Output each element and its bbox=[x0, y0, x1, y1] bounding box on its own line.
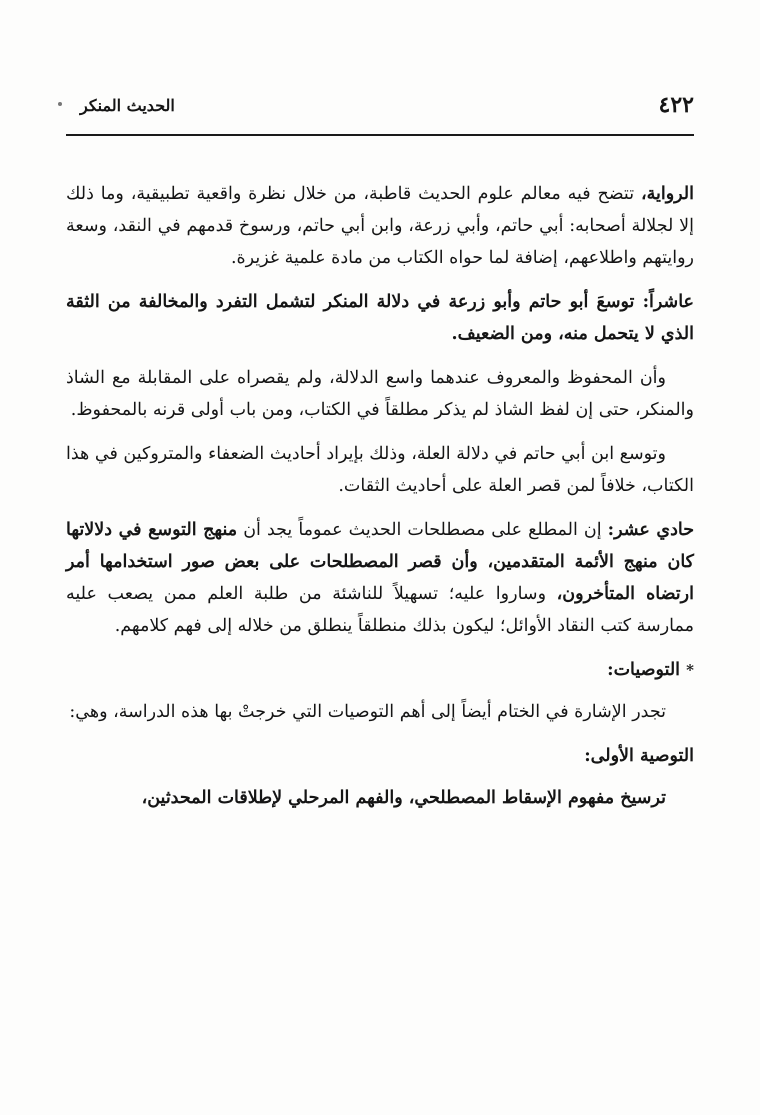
page-body bbox=[66, 178, 694, 826]
running-title: الحديث المنكر bbox=[80, 96, 175, 115]
header-rule bbox=[66, 134, 694, 136]
asterisk-icon: * bbox=[686, 661, 694, 679]
paragraph-text: تتضح فيه معالم علوم الحديث قاطبة، من خلال نظرة واقعية تطبيقية، وما ذلك إلا لجلالة أصحابه: أبي حاتم، وأبي زرعة، وابن أبي حاتم، ورسوخ قدمهم في النقد، وسعة روايتهم واطلاعهم، إضافة لما حواه الكتاب من مادة علمية غزيرة. bbox=[66, 184, 694, 268]
paragraph-bold-text: منهج التوسع في دلالاتها كان منهج الأئمة المتقدمين، وأن قصر المصطلحات على بعض صور استخدامها أمر ارتضاه المتأخرون، bbox=[66, 520, 694, 604]
page-header bbox=[66, 92, 694, 128]
heading-text: التوصيات: bbox=[607, 660, 687, 680]
paragraph-eleventh-finding bbox=[66, 514, 694, 642]
paragraph-text: وساروا عليه؛ تسهيلاً للناشئة من طلبة العلم ممن يصعب عليه ممارسة كتب النقاد الأوائل؛ ليكون بذلك منطلقاً ينطلق من خلاله إلى فهم كلامهم. bbox=[66, 584, 694, 636]
paragraph-mahfuz: وأن المحفوظ والمعروف عندهما واسع الدلالة، ولم يقصراه على المقابلة مع الشاذ والمنكر، حتى إن لفظ الشاذ لم يذكر مطلقاً في الكتاب، ومن باب أولى قرنه بالمحفوظ. bbox=[66, 368, 694, 420]
margin-mark bbox=[58, 102, 62, 106]
section-heading-recommendations bbox=[66, 654, 694, 686]
paragraph-lead: حادي عشر: bbox=[607, 520, 695, 540]
paragraph-riwaya bbox=[66, 178, 694, 274]
paragraph-tenth-finding: عاشراً: توسعَ أبو حاتم وأبو زرعة في دلالة المنكر لتشمل التفرد والمخالفة من الثقة الذي لا يتحمل منه، ومن الضعيف. bbox=[66, 292, 694, 344]
paragraph-recommendations-intro: تجدر الإشارة في الختام أيضاً إلى أهم التوصيات التي خرجتْ بها هذه الدراسة، وهي: bbox=[69, 702, 666, 722]
page-number: ٤٢٢ bbox=[658, 92, 694, 118]
paragraph-illa: وتوسع ابن أبي حاتم في دلالة العلة، وذلك بإيراد أحاديث الضعفاء والمتروكين في هذا الكتاب، خلافاً لمن قصر العلة على أحاديث الثقات. bbox=[66, 444, 694, 496]
paragraph-lead: الرواية، bbox=[640, 184, 695, 204]
subheading-first-recommendation: التوصية الأولى: bbox=[584, 746, 694, 766]
paragraph-text: إن المطلع على مصطلحات الحديث عموماً يجد أن bbox=[237, 520, 608, 540]
paragraph-first-recommendation: ترسيخ مفهوم الإسقاط المصطلحي، والفهم المرحلي لإطلاقات المحدثين، bbox=[141, 788, 666, 808]
